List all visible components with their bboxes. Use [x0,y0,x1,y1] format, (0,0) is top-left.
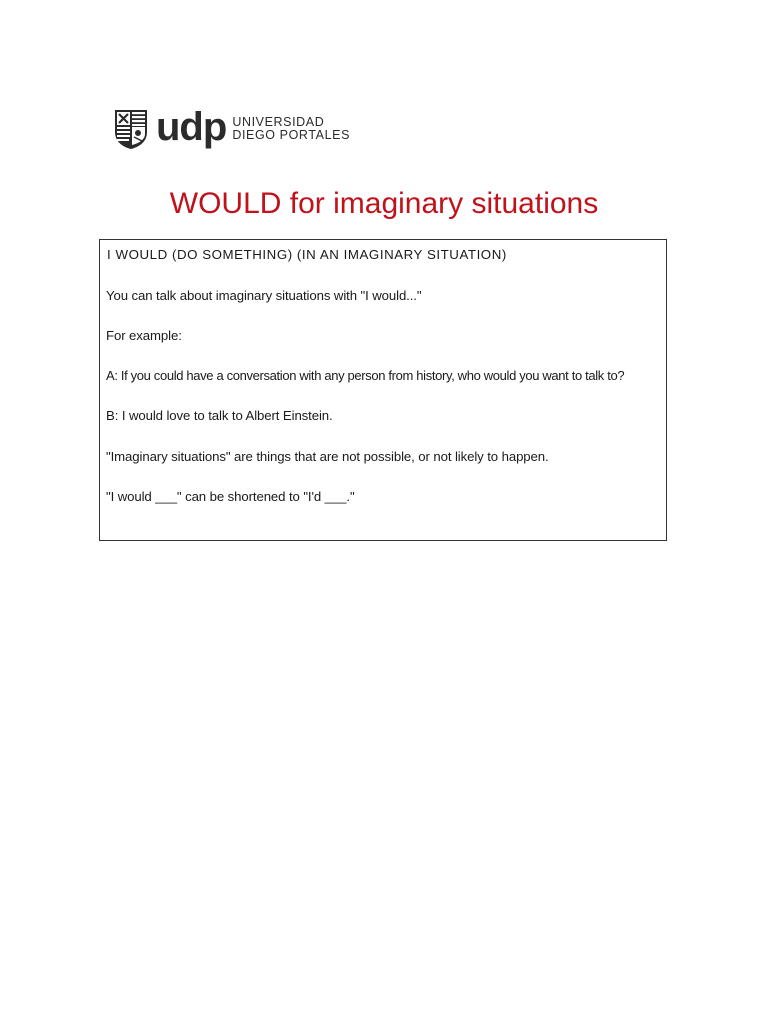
paragraph-contraction: "I would ___" can be shortened to "I'd ___." [106,489,355,504]
logo-wordmark: udp [156,105,227,149]
university-logo [113,106,350,152]
paragraph-answer-b: B: I would love to talk to Albert Einstein. [106,408,333,423]
crest-icon [113,108,149,150]
university-name-line-1: UNIVERSIDAD [232,115,325,129]
page-title: WOULD for imaginary situations [169,187,599,220]
content-box [99,239,667,541]
paragraph-question-a: A: If you could have a conversation with any person from history, who would you want to talk to? [106,368,625,383]
paragraph-for-example: For example: [106,328,182,343]
paragraph-intro: You can talk about imaginary situations with "I would..." [106,288,422,303]
university-name-line-2: DIEGO PORTALES [232,128,351,142]
university-name [232,116,350,142]
box-heading: I WOULD (DO SOMETHING) (IN AN IMAGINARY SITUATION) [107,247,507,262]
paragraph-definition: "Imaginary situations" are things that are not possible, or not likely to happen. [106,449,549,464]
